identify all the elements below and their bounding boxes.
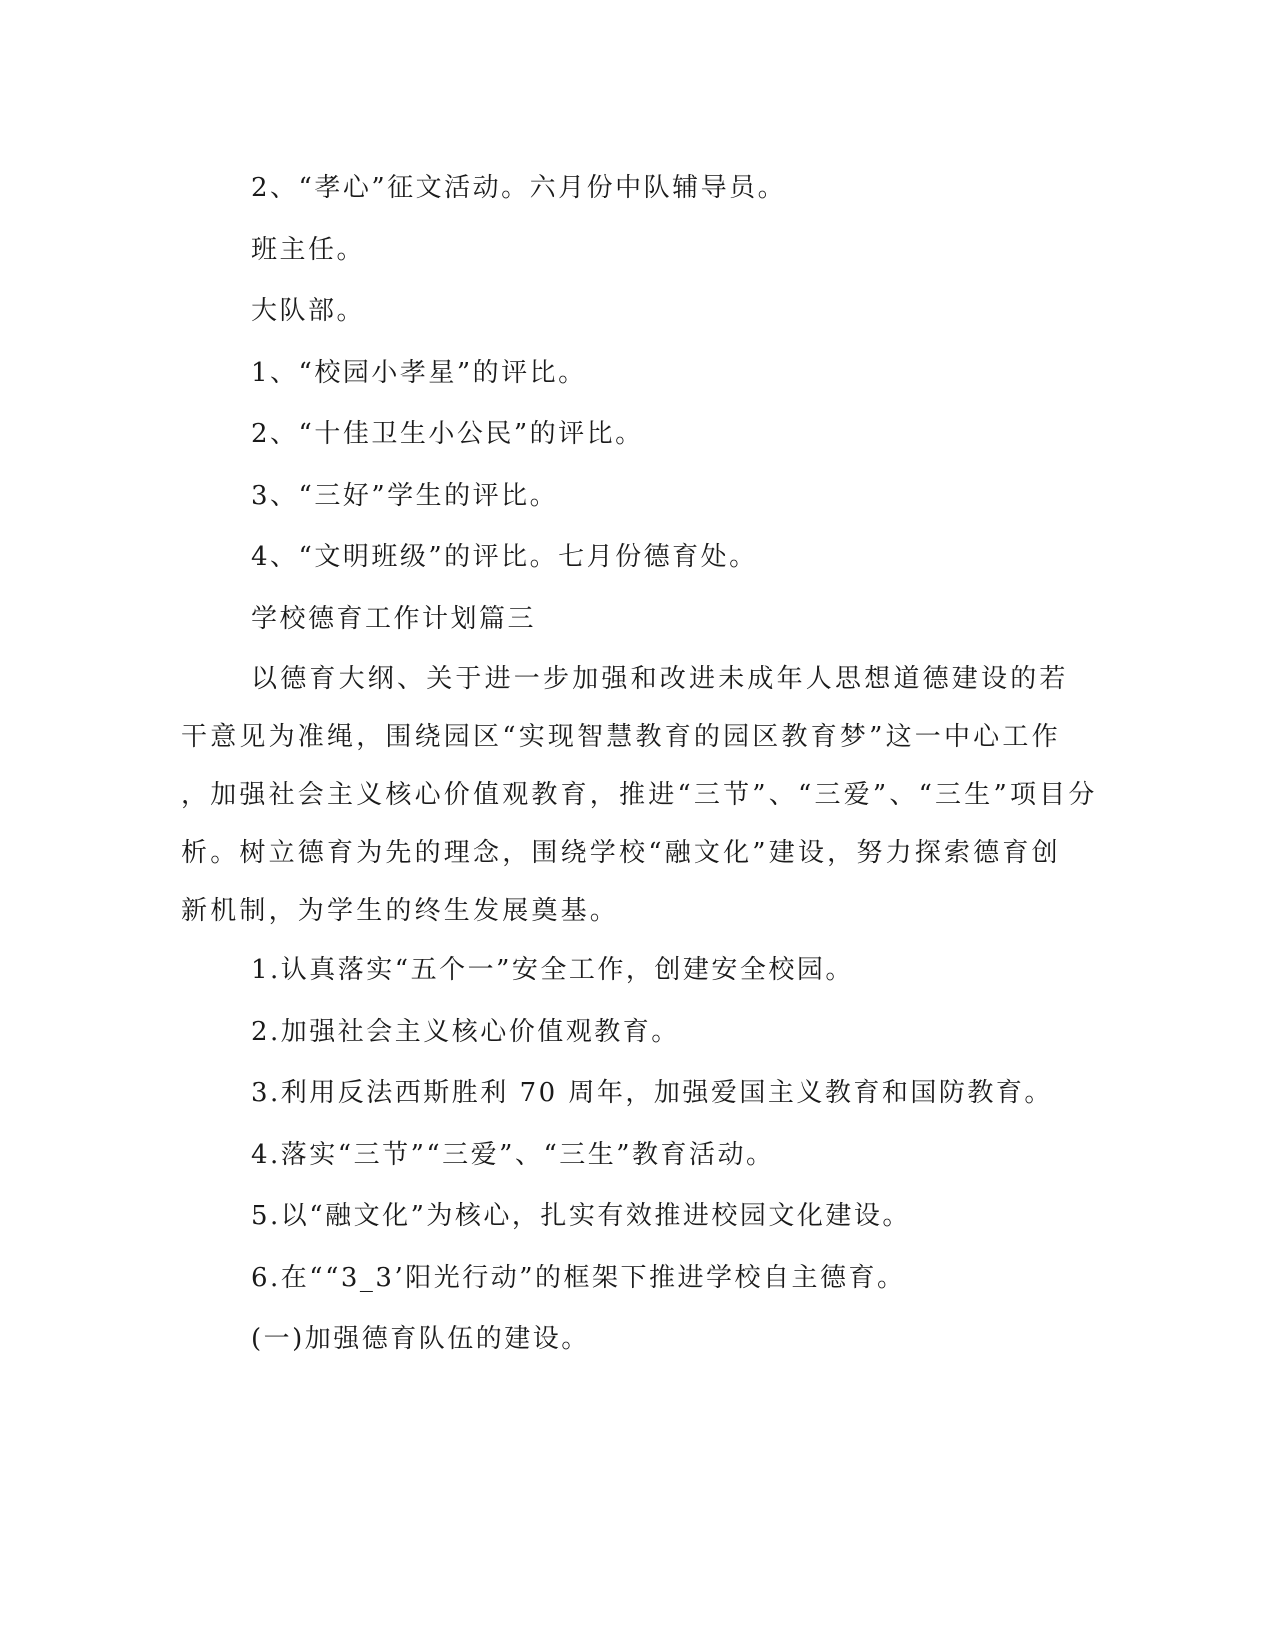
text-line: 大队部。 xyxy=(251,296,366,326)
text-line: 2、“孝心”征文活动。六月份中队辅导员。 xyxy=(251,173,787,203)
paragraph-line: 新机制，为学生的终生发展奠基。 xyxy=(181,896,620,926)
paragraph-line: 析。树立德育为先的理念，围绕学校“融文化”建设，努力探索德育创 xyxy=(181,838,1061,868)
text-line: 4、“文明班级”的评比。七月份德育处。 xyxy=(251,542,758,572)
subsection-heading: (一)加强德育队伍的建设。 xyxy=(251,1324,590,1354)
list-item: 3.利用反法西斯胜利 70 周年，加强爱国主义教育和国防教育。 xyxy=(251,1078,1053,1108)
paragraph-line: ，加强社会主义核心价值观教育，推进“三节”、“三爱”、“三生”项目分 xyxy=(181,780,1098,810)
text-line: 班主任。 xyxy=(251,234,366,265)
list-item: 2.加强社会主义核心价值观教育。 xyxy=(251,1016,680,1047)
document-body xyxy=(181,158,1098,1371)
paragraph-line: 干意见为准绳，围绕园区“实现智慧教育的园区教育梦”这一中心工作 xyxy=(181,722,1061,752)
section-heading: 学校德育工作计划篇三 xyxy=(251,603,537,634)
list-item: 4.落实“三节”“三爱”、“三生”教育活动。 xyxy=(251,1139,775,1170)
text-line: 1、“校园小孝星”的评比。 xyxy=(251,357,587,388)
list-item: 5.以“融文化”为核心，扎实有效推进校园文化建设。 xyxy=(251,1201,911,1231)
text-line: 2、“十佳卫生小公民”的评比。 xyxy=(251,419,644,449)
body-paragraph xyxy=(181,650,1098,940)
paragraph-line: 以德育大纲、关于进一步加强和改进未成年人思想道德建设的若 xyxy=(251,664,1069,694)
text-line: 3、“三好”学生的评比。 xyxy=(251,480,559,511)
list-item: 1.认真落实“五个一”安全工作，创建安全校园。 xyxy=(251,955,854,985)
list-item: 6.在““3_3’阳光行动”的框架下推进学校自主德育。 xyxy=(251,1262,906,1293)
